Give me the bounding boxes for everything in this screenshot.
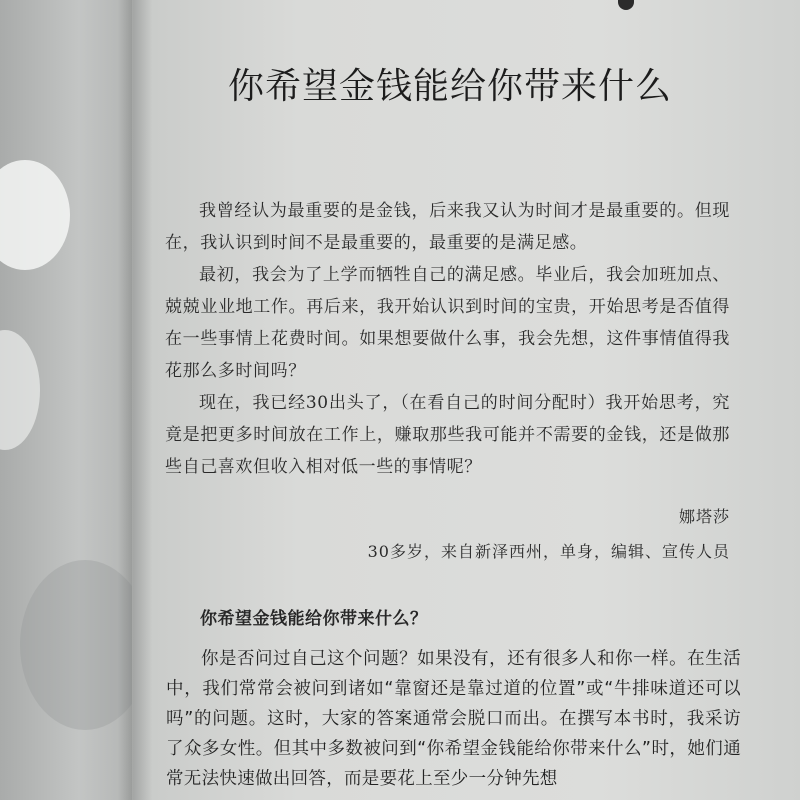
signature-name: 娜塔莎 bbox=[678, 507, 730, 526]
story-paragraph: 我曾经认为最重要的是金钱，后来我又认为时间才是最重要的。但现在，我认识到时间不是最重要的，最重要的是满足感。 bbox=[165, 201, 730, 253]
story-quote bbox=[165, 195, 730, 483]
body-paragraph: 你是否问过自己这个问题？如果没有，还有很多人和你一样。在生活中，我们常常会被问到诸如“靠窗还是靠过道的位置”或“牛排味道还可以吗”的问题。这时，大家的答案通常会脱口而出。在撰写本书时，我采访了众多女性。但其中多数被问到“你希望金钱能给你带来什么”时，她们通常无法快速做出回答，而是要花上至少一分钟先想 bbox=[166, 649, 741, 789]
book-gutter bbox=[118, 0, 152, 800]
left-page bbox=[0, 0, 132, 800]
story-paragraph: 现在，我已经30出头了，（在看自己的时间分配时）我开始思考，究竟是把更多时间放在工作上，赚取那些我可能并不需要的金钱，还是做那些自己喜欢但收入相对低一些的事情呢？ bbox=[165, 393, 730, 477]
signature-details: 30多岁，来自新泽西州，单身，编辑、宣传人员 bbox=[367, 542, 730, 561]
body-text bbox=[166, 644, 741, 794]
left-page-illustration bbox=[0, 160, 70, 270]
story-paragraph: 最初，我会为了上学而牺牲自己的满足感。毕业后，我会加班加点、兢兢业业地工作。再后来，我开始认识到时间的宝贵，开始思考是否值得在一些事情上花费时间。如果想要做什么事，我会先想，这件事情值得我花那么多时间吗？ bbox=[165, 265, 730, 381]
section-prompt: 你希望金钱能给你带来什么？ bbox=[200, 609, 428, 629]
chapter-title: 你希望金钱能给你带来什么 bbox=[227, 66, 672, 107]
left-page-illustration bbox=[0, 330, 40, 450]
